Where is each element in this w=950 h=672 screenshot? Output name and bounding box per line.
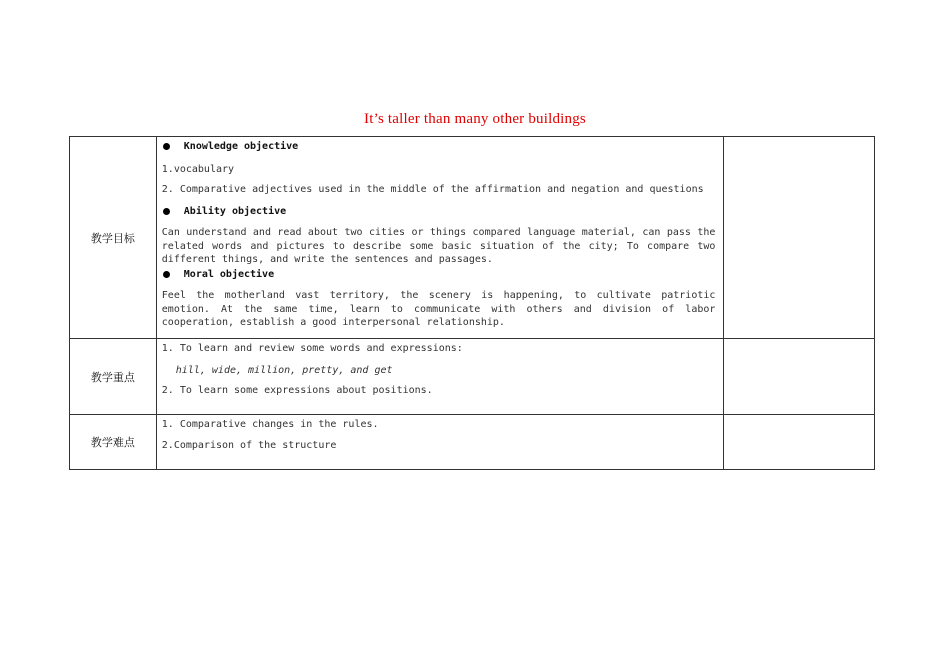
ability-text: Can understand and read about two cities or things compared language material, can pass the related words and pictures to describe some basic situation of the city; To compare two different things, and write the sentences and passages. <box>161 227 716 265</box>
bullet-icon <box>163 271 170 278</box>
key-points-content <box>156 339 724 415</box>
table-row-difficulties <box>70 415 875 470</box>
moral-heading-text: Moral objective <box>183 268 275 280</box>
table-row-key-points <box>70 339 875 415</box>
moral-heading <box>162 268 716 282</box>
ability-heading <box>162 205 716 219</box>
key-point-item-2: 2. To learn some expressions about positions. <box>161 385 433 396</box>
objectives-content <box>156 137 724 339</box>
bullet-icon <box>163 208 170 215</box>
difficulties-content <box>156 415 724 470</box>
knowledge-item-2: 2. Comparative adjectives used in the middle of the affirmation and negation and questions <box>161 184 704 195</box>
row-label-key-points: 教学重点 <box>70 339 157 415</box>
notes-cell-key-points <box>724 339 875 415</box>
ability-heading-text: Ability objective <box>183 205 287 217</box>
row-label-difficulties: 教学难点 <box>70 415 157 470</box>
moral-text: Feel the motherland vast territory, the scenery is happening, to cultivate patriotic emotion. At the same time, learn to communicate with others and division of labor cooperation, establish a good interpersonal relationship. <box>161 290 716 328</box>
document-title: It’s taller than many other buildings <box>364 111 586 127</box>
knowledge-heading <box>162 140 716 154</box>
notes-cell-objectives <box>724 137 875 339</box>
key-point-words: hill, wide, million, pretty, and get <box>175 364 393 376</box>
difficulty-item-1: 1. Comparative changes in the rules. <box>161 419 379 430</box>
difficulty-item-2: 2.Comparison of the structure <box>161 439 337 451</box>
knowledge-item-1: 1.vocabulary <box>161 163 235 175</box>
lesson-plan-table <box>69 136 875 470</box>
table-row-objectives <box>70 137 875 339</box>
knowledge-heading-text: Knowledge objective <box>183 141 299 152</box>
bullet-icon <box>163 143 170 150</box>
row-label-objectives: 教学目标 <box>70 137 157 339</box>
key-point-item-1: 1. To learn and review some words and expressions: <box>161 343 463 354</box>
notes-cell-difficulties <box>724 415 875 470</box>
